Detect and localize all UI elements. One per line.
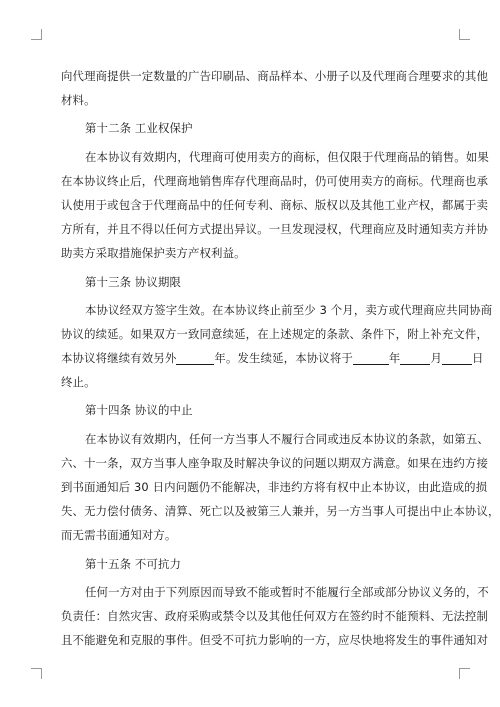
paragraph-line: 协议的续延。如果双方一致同意续延，在上述规定的条款、条件下，附上补充文件， bbox=[61, 326, 489, 341]
article-15-heading: 第十五条 不可抗力 bbox=[85, 556, 182, 571]
paragraph-line: 本协议经双方签字生效。在本协议终止前至少 3 个月，卖方或代理商应共同协商 bbox=[85, 302, 493, 317]
fill-in-blank-month[interactable] bbox=[400, 350, 430, 365]
paragraph-line-with-blanks bbox=[61, 346, 484, 370]
text-segment: 年 bbox=[388, 351, 401, 366]
text-segment: 年。发生续延，本协议将于 bbox=[214, 351, 353, 366]
paragraph-line: 任何一方对由于下列原因而导致不能或暂时不能履行全部或部分协议义务的，不 bbox=[85, 584, 489, 599]
paragraph-line: 终止。 bbox=[61, 375, 96, 390]
fill-in-blank-years[interactable] bbox=[176, 350, 214, 365]
paragraph-line: 认使用于或包含于代理商品中的任何专利、商标、版权以及其他工业产权，都属于卖 bbox=[61, 197, 489, 212]
article-12-heading: 第十二条 工业权保护 bbox=[85, 121, 193, 136]
text-segment: 月 bbox=[430, 351, 443, 366]
paragraph-line: 失、无力偿付债务、清算、死亡以及被第三人兼并，另一方当事人可提出中止本协议， bbox=[61, 504, 500, 519]
paragraph-line: 负责任：自然灾害、政府采购或禁令以及其他任何双方在签约时不能预料、无法控制 bbox=[61, 608, 489, 623]
text-segment: 日 bbox=[472, 351, 484, 366]
fill-in-blank-year[interactable] bbox=[353, 350, 389, 365]
crop-mark-bottom-right bbox=[459, 668, 470, 679]
crop-mark-bottom-left bbox=[31, 668, 42, 679]
paragraph-line: 方所有，并且不得以任何方式提出异议。一旦发现浸权，代理商应及时通知卖方并协 bbox=[61, 222, 489, 237]
paragraph-line: 助卖方采取措施保护卖方产权利益。 bbox=[61, 246, 246, 261]
paragraph-line: 在本协议有效期内，代理商可使用卖方的商标，但仅限于代理商品的销售。如果 bbox=[85, 149, 489, 164]
paragraph-line: 且不能避免和克服的事件。但受不可抗力影响的一方，应尽快地将发生的事件通知对 bbox=[61, 633, 489, 648]
document-body bbox=[61, 64, 500, 652]
paragraph-line: 六、十一条，双方当事人座争取及时解决争议的问题以期双方满意。如果在违约方接 bbox=[61, 455, 489, 470]
paragraph-line: 在本协议终止后，代理商地销售库存代理商品时，仍可使用卖方的商标。代理商也承 bbox=[61, 173, 489, 188]
text-segment: 本协议将继续有效另外 bbox=[61, 351, 177, 366]
paragraph-line: 在本协议有效期内，任何一方当事人不履行合同或违反本协议的条款，如第五、 bbox=[85, 431, 489, 446]
crop-mark-top-right bbox=[459, 29, 470, 40]
article-14-heading: 第十四条 协议的中止 bbox=[85, 403, 193, 418]
paragraph-line: 到书面通知后 30 日内问题仍不能解决，非违约方将有权中止本协议，由此造成的损 bbox=[61, 480, 488, 494]
article-13-heading: 第十三条 协议期限 bbox=[85, 274, 182, 289]
paragraph-line: 而无需书面通知对方。 bbox=[61, 528, 177, 543]
paragraph-line: 向代理商提供一定数量的广告印刷品、商品样本、小册子以及代理商合理要求的其他 bbox=[61, 69, 489, 83]
paragraph-line: 材料。 bbox=[61, 93, 96, 108]
crop-mark-top-left bbox=[31, 29, 42, 40]
fill-in-blank-day[interactable] bbox=[442, 350, 472, 365]
